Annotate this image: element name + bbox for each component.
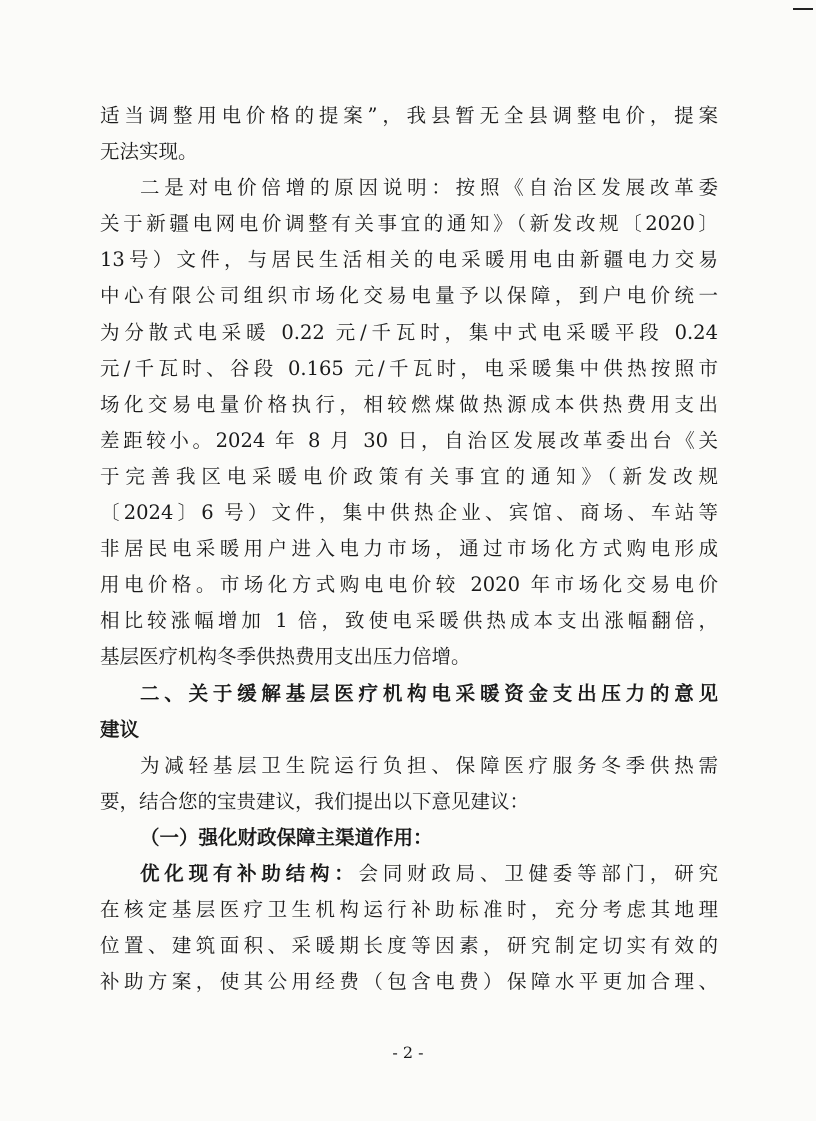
text-line: 适当调整用电价格的提案”，我县暂无全县调整电价，提案 [100, 104, 718, 127]
paragraph-2 [100, 170, 718, 675]
text-line: 于完善我区电采暖电价政策有关事宜的通知》（新发改规 [100, 464, 718, 488]
text-line: 无法实现。 [100, 140, 198, 164]
lead-phrase: 优化现有补助结构： [140, 861, 359, 885]
text-line: 相比较涨幅增加 1 倍，致使电采暖供热成本支出涨幅翻倍， [100, 609, 718, 633]
text-line: 位置、建筑面积、采暖期长度等因素，研究制定切实有效的 [100, 934, 718, 958]
corner-mark [793, 8, 813, 10]
text-line: 场化交易电量价格执行，相较燃煤做热源成本供热费用支出 [100, 392, 718, 416]
sub-heading: （一）强化财政保障主渠道作用： [140, 825, 433, 849]
text-line: 〔2024〕6 号）文件，集中供热企业、宾馆、商场、车站等 [100, 501, 718, 525]
lead-continuation: 会同财政局、卫健委等部门，研究 [358, 861, 718, 885]
text-line: 中心有限公司组织市场化交易电量予以保障，到户电价统一 [100, 284, 718, 308]
heading-line: 建议 [100, 717, 140, 741]
text-line: 用电价格。市场化方式购电电价较 2020 年市场化交易电价 [100, 573, 718, 597]
text-line: 二是对电价倍增的原因说明：按照《自治区发展改革委 [140, 176, 718, 200]
text-line: 为分散式电采暖 0.22 元/千瓦时，集中式电采暖平段 0.24 [100, 320, 718, 344]
text-line: 元/千瓦时、谷段 0.165 元/千瓦时，电采暖集中供热按照市 [100, 356, 718, 380]
text-line: 差距较小。2024 年 8 月 30 日，自治区发展改革委出台《关 [100, 428, 718, 452]
paragraph-3 [100, 748, 718, 820]
text-line: 基层医疗机构冬季供热费用支出压力倍增。 [100, 645, 471, 669]
heading-line: 二、关于缓解基层医疗机构电采暖资金支出压力的意见 [140, 681, 718, 705]
text-line: 为减轻基层卫生院运行负担、保障医疗服务冬季供热需 [140, 753, 718, 777]
paragraph-4 [100, 856, 718, 1000]
document-body [100, 98, 718, 1000]
text-line: 在核定基层医疗卫生机构运行补助标准时，充分考虑其地理 [100, 898, 718, 922]
text-line: 补助方案，使其公用经费（包含电费）保障水平更加合理、 [100, 970, 718, 994]
text-line: 关于新疆电网电价调整有关事宜的通知》（新发改规〔2020〕 [100, 212, 718, 236]
text-line: 非居民电采暖用户进入电力市场，通过市场化方式购电形成 [100, 537, 718, 561]
paragraph-1 [100, 98, 718, 170]
text-line: 要，结合您的宝贵建议，我们提出以下意见建议： [100, 789, 530, 813]
text-line: 13号）文件，与居民生活相关的电采暖用电由新疆电力交易 [100, 248, 718, 272]
section-heading [100, 676, 718, 748]
page-number: - 2 - [392, 1043, 424, 1062]
text-line [100, 856, 718, 892]
